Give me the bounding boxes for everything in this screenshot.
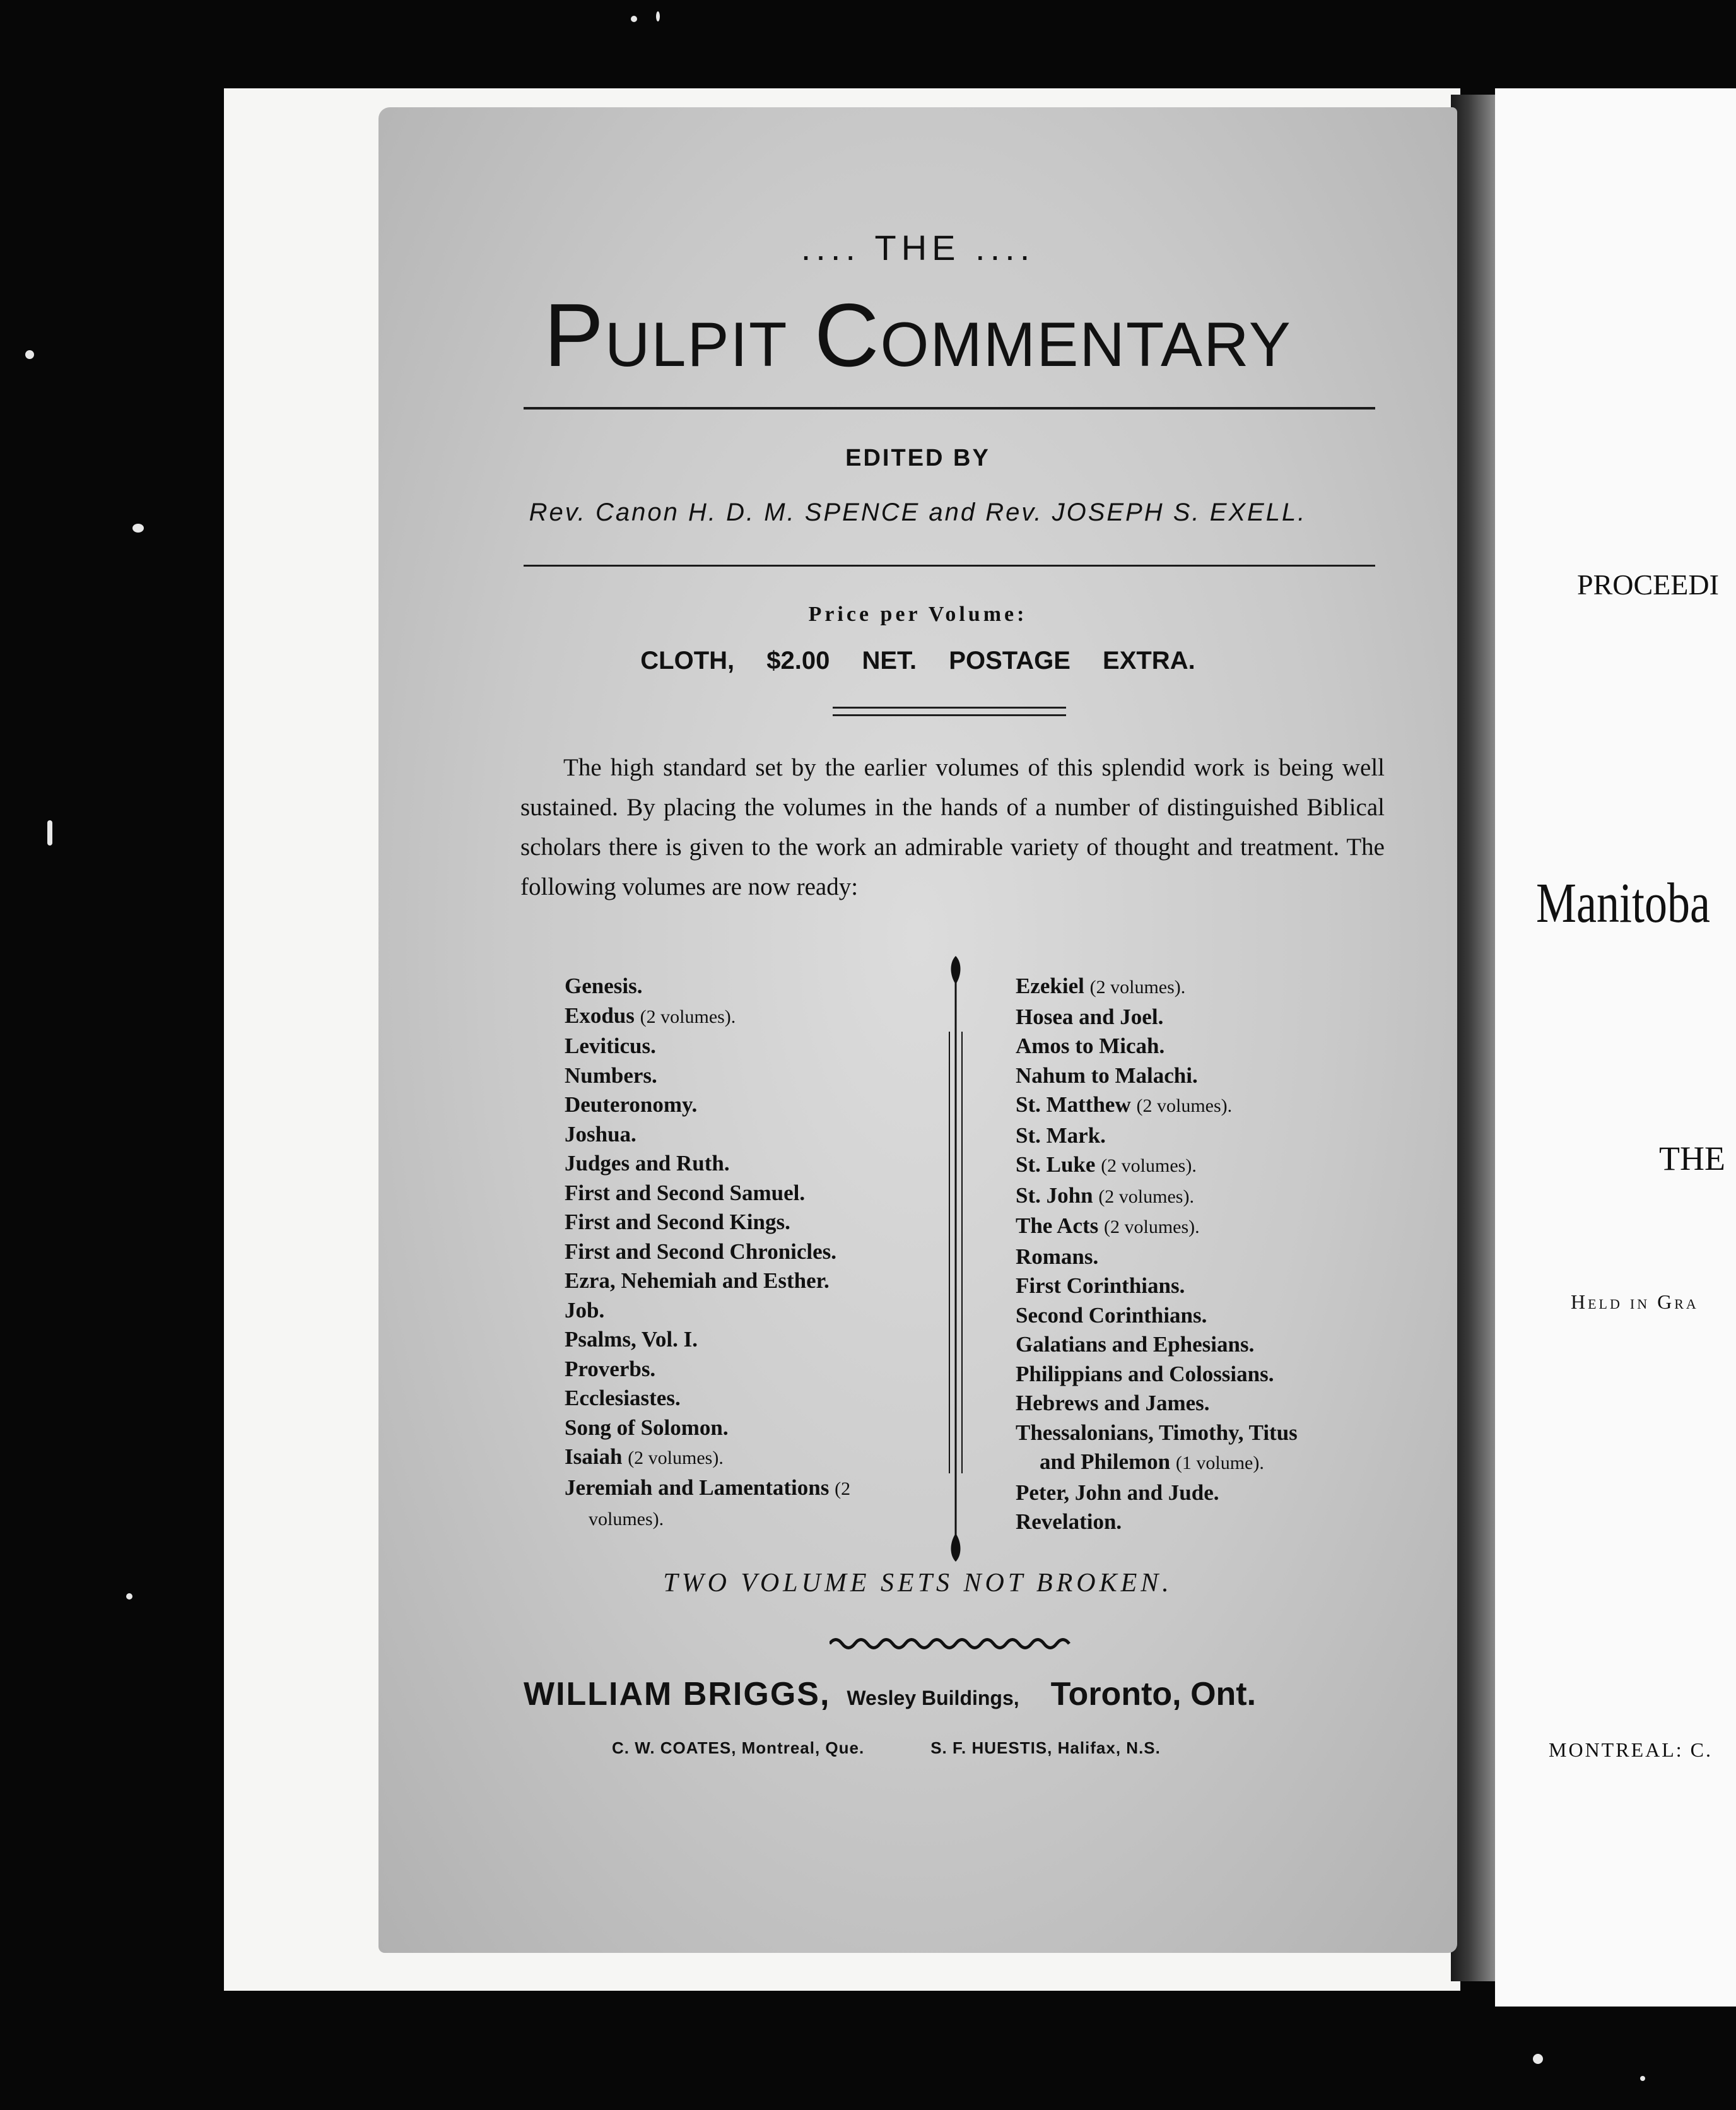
volume-title: and Philemon [1040, 1449, 1171, 1474]
volume-list-item [1016, 972, 1407, 1003]
dust-speck [1533, 2054, 1543, 2064]
volume-list-item [565, 1061, 975, 1091]
volume-list-item [565, 972, 975, 1001]
volume-list-item [1016, 1003, 1407, 1032]
price-terms: CLOTH, $2.00 NET. POSTAGE EXTRA. [640, 647, 1195, 675]
volume-note: volumes). [589, 1509, 664, 1529]
volume-note: (2 volumes). [628, 1447, 724, 1468]
publisher-city: Toronto, Ont. [1050, 1676, 1257, 1712]
volume-list-item [1016, 1032, 1407, 1061]
publisher-name: WILLIAM BRIGGS, [524, 1676, 831, 1712]
volume-list-item [1016, 1242, 1407, 1272]
volume-note: (2 volumes). [1089, 977, 1186, 998]
volume-title: Second Corinthians. [1016, 1302, 1207, 1328]
wave-ornament [830, 1634, 1076, 1653]
volume-title: Philippians and Colossians. [1016, 1361, 1274, 1386]
advertisement-page [378, 107, 1457, 1953]
volume-list-item [1016, 1271, 1407, 1301]
facing-page-line: Held in Gra [1571, 1290, 1699, 1313]
volume-title: Nahum to Malachi. [1016, 1063, 1198, 1088]
volume-title: St. John [1016, 1182, 1093, 1208]
volume-title: Amos to Micah. [1016, 1034, 1165, 1058]
dust-speck [47, 820, 52, 846]
dust-speck [132, 524, 144, 533]
publisher-address: Wesley Buildings, [847, 1687, 1019, 1709]
volume-list-item [1016, 1360, 1407, 1389]
double-rule [833, 714, 1066, 716]
agent-montreal: C. W. COATES, Montreal, Que. [612, 1738, 865, 1757]
volume-list-item [1016, 1121, 1407, 1151]
binding-shadow [1451, 95, 1495, 1981]
volume-list-item [565, 1296, 975, 1326]
volume-title: Exodus [565, 1003, 635, 1028]
facing-page-line: PROCEEDI [1577, 569, 1719, 601]
volume-list-item [565, 1149, 975, 1179]
volume-list-item [565, 1355, 975, 1384]
publisher-line [524, 1675, 1381, 1713]
volume-list-left [565, 972, 975, 1535]
volume-list-item [565, 1208, 975, 1237]
volume-title: Romans. [1016, 1244, 1099, 1269]
volume-list-item [565, 1032, 975, 1061]
volume-title: First Corinthians. [1016, 1273, 1185, 1298]
volume-title: First and Second Chronicles. [565, 1239, 837, 1264]
volume-list-item [1016, 1330, 1407, 1360]
volume-list-item [1016, 1150, 1407, 1181]
volume-list-item [565, 1442, 975, 1473]
divider-rule [524, 407, 1375, 410]
dust-speck [25, 350, 34, 359]
volume-list-item [1016, 1090, 1407, 1121]
volume-title: Revelation. [1016, 1509, 1122, 1534]
volume-list-item [565, 1237, 975, 1267]
volume-note: (2 volumes). [1101, 1155, 1197, 1176]
volume-note: (1 volume). [1175, 1453, 1264, 1473]
volume-note: (2 volumes). [640, 1006, 736, 1027]
volume-note: (2 volumes). [1098, 1186, 1194, 1207]
facing-page [1495, 88, 1736, 2007]
volume-title: Numbers. [565, 1063, 657, 1088]
volume-title: Ezra, Nehemiah and Esther. [565, 1268, 830, 1293]
volume-title: Job. [565, 1297, 605, 1323]
volume-title: Leviticus. [565, 1034, 656, 1058]
volume-title: Judges and Ruth. [565, 1151, 730, 1176]
volume-note: (2 volumes). [1104, 1217, 1200, 1237]
dust-speck [126, 1593, 132, 1600]
volume-title: St. Luke [1016, 1152, 1096, 1177]
price-heading: Price per Volume: [808, 603, 1028, 626]
facing-page-line: Manitoba [1536, 872, 1710, 934]
heading-the: .... THE .... [801, 228, 1035, 268]
volume-title: Ezekiel [1016, 974, 1084, 998]
volume-title: Peter, John and Jude. [1016, 1480, 1219, 1505]
volume-note: (2 volumes). [1136, 1095, 1233, 1116]
volume-list-item [1016, 1447, 1407, 1478]
volume-title: Ecclesiastes. [565, 1386, 681, 1410]
volume-title: St. Mark. [1016, 1123, 1106, 1148]
volume-title: Isaiah [565, 1444, 623, 1469]
volume-list-item [565, 1179, 975, 1208]
two-volume-note: TWO VOLUME SETS NOT BROKEN. [663, 1569, 1173, 1598]
dust-speck [631, 16, 637, 22]
volume-list-right [1016, 972, 1407, 1537]
volume-title: St. Matthew [1016, 1092, 1131, 1117]
agent-halifax: S. F. HUESTIS, Halifax, N.S. [930, 1738, 1161, 1757]
volume-list-item [1016, 1389, 1407, 1418]
divider-rule [524, 565, 1375, 567]
volume-list-item [1016, 1061, 1407, 1091]
volume-list-item [565, 1001, 975, 1032]
volume-list-item [565, 1120, 975, 1150]
column-divider-ornament [943, 956, 968, 1562]
volume-list-item [1016, 1181, 1407, 1212]
volume-title: Proverbs. [565, 1356, 656, 1381]
dust-speck [656, 11, 660, 21]
volume-list-item [565, 1504, 975, 1535]
volume-title: First and Second Samuel. [565, 1180, 806, 1205]
volume-title: Galatians and Ephesians. [1016, 1332, 1255, 1357]
agents-line [612, 1738, 1306, 1758]
volume-list-item [1016, 1507, 1407, 1537]
volume-list-item [1016, 1301, 1407, 1331]
volume-title: First and Second Kings. [565, 1210, 790, 1234]
volume-title: Genesis. [565, 974, 643, 998]
volume-list-item [565, 1413, 975, 1443]
page-title: Pulpit Commentary [544, 285, 1292, 386]
dust-speck [1640, 2076, 1645, 2081]
volume-list-item [565, 1384, 975, 1413]
volume-list-item [565, 1325, 975, 1355]
volume-list-item [565, 1266, 975, 1296]
facing-page-line: MONTREAL: C. [1549, 1738, 1713, 1761]
volume-list-item [1016, 1211, 1407, 1242]
volume-list-item [565, 1090, 975, 1120]
volume-title: Hosea and Joel. [1016, 1004, 1164, 1029]
volume-title: Song of Solomon. [565, 1415, 729, 1440]
description-paragraph: The high standard set by the earlier volumes of this splendid work is being well sustained. By placing the volumes in the hands of a number of distinguished Biblical scholars there is given to the work an admirable variety of thought and treatment. The following volumes are now ready: [520, 754, 1385, 900]
volume-title: The Acts [1016, 1213, 1099, 1238]
edited-by-label: EDITED BY [845, 445, 990, 471]
volume-title: Hebrews and James. [1016, 1391, 1210, 1415]
volume-title: Thessalonians, Timothy, Titus [1016, 1420, 1298, 1445]
double-rule [833, 707, 1066, 709]
volume-list-item [565, 1473, 975, 1504]
volume-note: (2 [835, 1478, 851, 1499]
volume-title: Jeremiah and Lamentations [565, 1475, 830, 1500]
volume-title: Psalms, Vol. I. [565, 1327, 698, 1352]
editors-line: Rev. Canon H. D. M. SPENCE and Rev. JOSEPH S. EXELL. [529, 498, 1307, 526]
facing-page-line: THE [1659, 1140, 1725, 1177]
volume-title: Joshua. [565, 1121, 636, 1146]
volume-title: Deuteronomy. [565, 1092, 698, 1117]
volume-list-item [1016, 1478, 1407, 1508]
volume-list-item [1016, 1418, 1407, 1448]
